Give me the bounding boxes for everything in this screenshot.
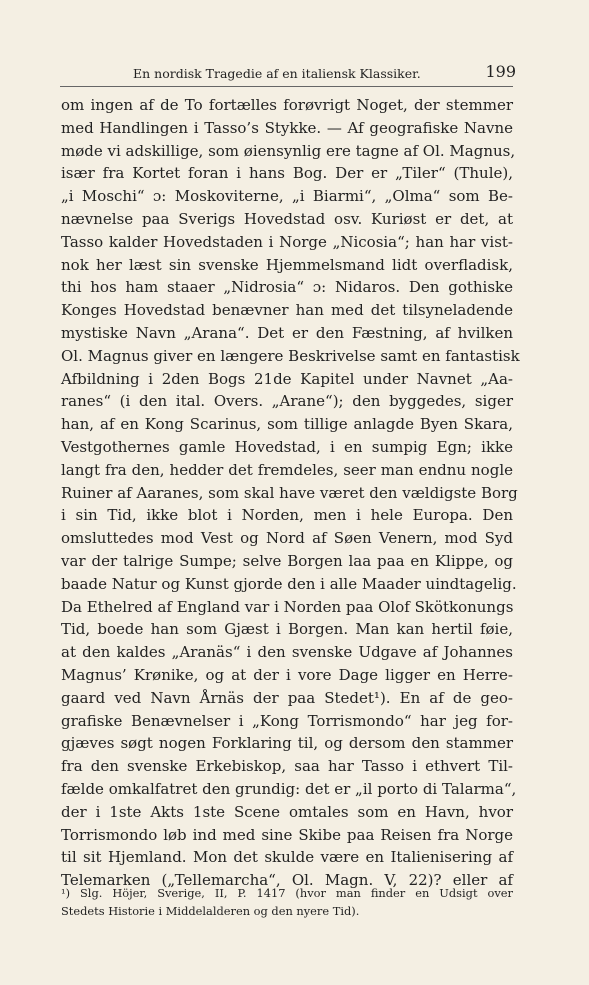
text-line: Telemarken („Tellemarcha“, Ol. Magn. V, 22)? eller af — [61, 871, 513, 890]
text-line: der i 1ste Akts 1ste Scene omtales som en Havn, hvor — [61, 802, 513, 821]
running-title: En nordisk Tragedie af en italiensk Klassiker. — [133, 66, 421, 81]
text-line: Konges Hovedstad benævner han med det tilsyneladende — [61, 301, 513, 320]
text-line: Tid, boede han som Gjæst i Borgen. Man kan hertil føie, — [61, 620, 513, 639]
text-line: om ingen af de To fortælles forøvrigt Noget, der stemmer — [61, 96, 513, 114]
text-line: nok her læst sin svenske Hjemmelsmand lidt overfladisk, — [61, 255, 513, 274]
footnote-line: ¹) Slg. Höjer, Sverige, II, P. 1417 (hvor man finder en Udsigt over — [61, 886, 513, 900]
text-line: især fra Kortet foran i hans Bog. Der er „Tiler“ (Thule), — [61, 164, 513, 183]
text-line: gjæves søgt nogen Forklaring til, og dersom den stammer — [61, 734, 513, 753]
text-line: Ol. Magnus giver en længere Beskrivelse samt en fantastisk — [61, 346, 520, 365]
header-divider — [60, 86, 513, 87]
text-line: gaard ved Navn Årnäs der paa Stedet¹). En af de geo- — [61, 688, 513, 707]
text-line: møde vi adskillige, som øiensynlig ere tagne af Ol. Magnus, — [61, 141, 516, 160]
text-line: „i Moschi“ ɔ: Moskoviterne, „i Biarmi“, „Olma“ som Be- — [61, 187, 513, 206]
footnote-line: Stedets Historie i Middelalderen og den nyere Tid). — [61, 904, 360, 918]
text-line: Da Ethelred af England var i Norden paa Olof Skötkonungs — [61, 597, 514, 616]
text-line: Afbildning i 2den Bogs 21de Kapitel under Navnet „Aa- — [61, 369, 513, 388]
text-line: at den kaldes „Aranäs“ i den svenske Udgave af Johannes — [61, 643, 513, 662]
body-text — [61, 94, 520, 892]
text-line: ranes“ (i den ital. Overs. „Arane“); den byggedes, siger — [61, 392, 513, 411]
footnote — [61, 884, 513, 920]
text-line: baade Natur og Kunst gjorde den i alle Maader uindtagelig. — [61, 574, 517, 593]
text-line: fælde omkalfatret den grundig: det er „il porto di Talarma“, — [61, 779, 517, 798]
text-line: mystiske Navn „Arana“. Det er den Fæstning, af hvilken — [61, 323, 513, 342]
text-line: Tasso kalder Hovedstaden i Norge „Nicosia“; han har vist- — [61, 232, 513, 251]
text-line: Torrismondo løb ind med sine Skibe paa Reisen fra Norge — [61, 825, 513, 844]
text-line: Vestgothernes gamle Hovedstad, i en sumpig Egn; ikke — [61, 437, 513, 456]
text-line: i sin Tid, ikke blot i Norden, men i hele Europa. Den — [61, 506, 513, 525]
text-line: til sit Hjemland. Mon det skulde være en Italienisering af — [61, 848, 513, 867]
text-line: thi hos ham staaer „Nidrosia“ ɔ: Nidaros. Den gothiske — [61, 278, 513, 297]
page-number: 199 — [485, 62, 516, 81]
text-line: Ruiner af Aaranes, som skal have været den vældigste Borg — [61, 483, 518, 502]
text-line: Magnus’ Krønike, og at der i vore Dage ligger en Herre- — [61, 665, 513, 684]
text-line: fra den svenske Erkebiskop, saa har Tasso i ethvert Til- — [61, 757, 513, 776]
text-line: grafiske Benævnelser i „Kong Torrismondo“ har jeg for- — [61, 711, 513, 730]
text-line: var der talrige Sumpe; selve Borgen laa paa en Klippe, og — [61, 551, 513, 570]
text-line: nævnelse paa Sverigs Hovedstad osv. Kuriøst er det, at — [61, 209, 513, 228]
text-line: han, af en Kong Scarinus, som tillige anlagde Byen Skara, — [61, 415, 513, 434]
text-line: langt fra den, hedder det fremdeles, seer man endnu nogle — [61, 460, 513, 479]
text-line: omsluttedes mod Vest og Nord af Søen Venern, mod Syd — [61, 529, 513, 548]
page-header — [55, 64, 516, 84]
text-line: med Handlingen i Tasso’s Stykke. — Af geografiske Navne — [61, 118, 513, 137]
